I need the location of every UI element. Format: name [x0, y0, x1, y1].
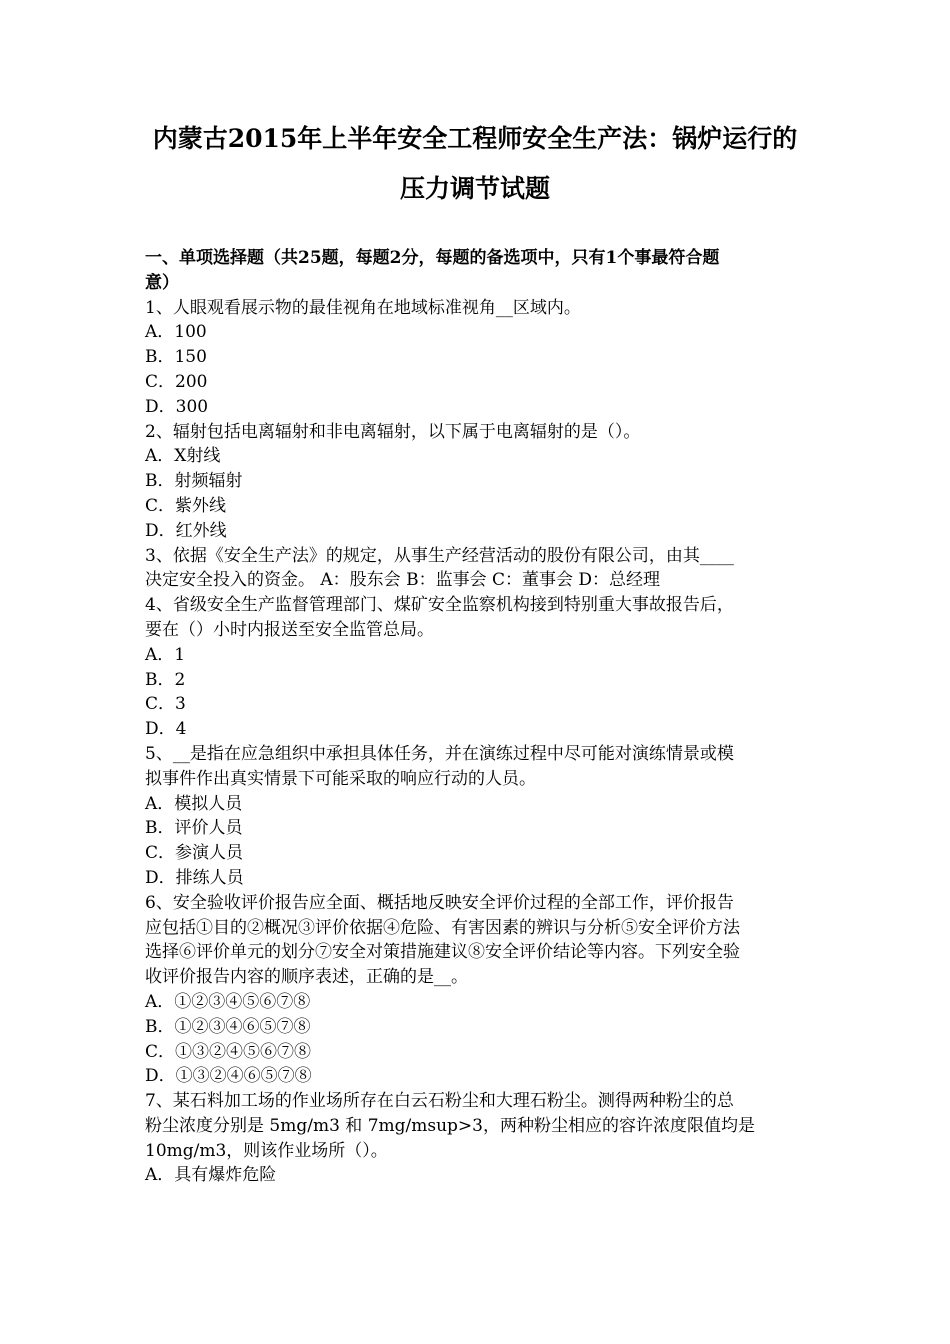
text-line: C．3: [145, 694, 186, 715]
document-title: [100, 114, 850, 214]
text-line: 收评价报告内容的顺序表述，正确的是__。: [145, 967, 468, 988]
text-line: C．紫外线: [145, 495, 227, 516]
text-line: A．1: [145, 644, 186, 665]
text-line: A．①②③④⑤⑥⑦⑧: [145, 991, 311, 1012]
text-line: 7、某石料加工场的作业场所存在白云石粉尘和大理石粉尘。测得两种粉尘的总: [145, 1091, 734, 1112]
text-line: D．300: [145, 396, 209, 417]
text-line: B．评价人员: [145, 818, 243, 839]
title-line: 压力调节试题: [399, 174, 550, 203]
text-line: C．200: [145, 371, 208, 392]
text-line: 拟事件作出真实情景下可能采取的响应行动的人员。: [145, 768, 536, 789]
text-line: D．①③②④⑥⑤⑦⑧: [145, 1066, 312, 1087]
text-line: 决定安全投入的资金。 A：股东会 B：监事会 C：董事会 D：总经理: [145, 570, 661, 591]
question-list: [145, 296, 810, 1189]
document-body: [145, 246, 810, 1188]
text-line: C．①③②④⑤⑥⑦⑧: [145, 1041, 312, 1062]
text-line: 10mg/m3，则该作业场所（）。: [145, 1140, 388, 1161]
text-line: A．100: [145, 322, 207, 343]
text-line: 1、人眼观看展示物的最佳视角在地域标准视角__区域内。: [145, 297, 581, 318]
text-line: C．参演人员: [145, 843, 244, 864]
text-line: B．①②③④⑥⑤⑦⑧: [145, 1016, 311, 1037]
section-heading-line: 意）: [145, 272, 179, 293]
text-line: 4、省级安全生产监督管理部门、煤矿安全监察机构接到特别重大事故报告后，: [145, 595, 734, 616]
text-line: 2、辐射包括电离辐射和非电离辐射，以下属于电离辐射的是（）。: [145, 421, 641, 442]
text-line: B．150: [145, 347, 207, 368]
section-heading-line: 一、单项选择题（共25题，每题2分，每题的备选项中，只有1个事最符合题: [145, 248, 720, 268]
text-line: B．2: [145, 669, 186, 690]
text-line: D．红外线: [145, 520, 227, 541]
text-line: A．具有爆炸危险: [145, 1165, 277, 1186]
text-line: 粉尘浓度分别是 5mg/m3 和 7mg/msup>3，两种粉尘相应的容许浓度限值均是: [145, 1115, 755, 1136]
text-line: A．X射线: [145, 446, 221, 467]
text-line: 6、安全验收评价报告应全面、概括地反映安全评价过程的全部工作，评价报告: [145, 892, 734, 913]
text-line: 要在（）小时内报送至安全监管总局。: [145, 619, 434, 640]
text-line: D．4: [145, 719, 187, 740]
text-line: D．排练人员: [145, 867, 244, 888]
text-line: 3、依据《安全生产法》的规定，从事生产经营活动的股份有限公司，由其____: [145, 545, 734, 566]
title-line: 内蒙古2015年上半年安全工程师安全生产法：锅炉运行的: [152, 124, 798, 153]
text-line: A．模拟人员: [145, 793, 243, 814]
text-line: 选择⑥评价单元的划分⑦安全对策措施建议⑧安全评价结论等内容。下列安全验: [145, 942, 740, 963]
text-line: 5、__是指在应急组织中承担具体任务，并在演练过程中尽可能对演练情景或模: [145, 743, 734, 764]
text-line: 应包括①目的②概况③评价依据④危险、有害因素的辨识与分析⑤安全评价方法: [145, 917, 740, 938]
text-line: B．射频辐射: [145, 471, 243, 492]
